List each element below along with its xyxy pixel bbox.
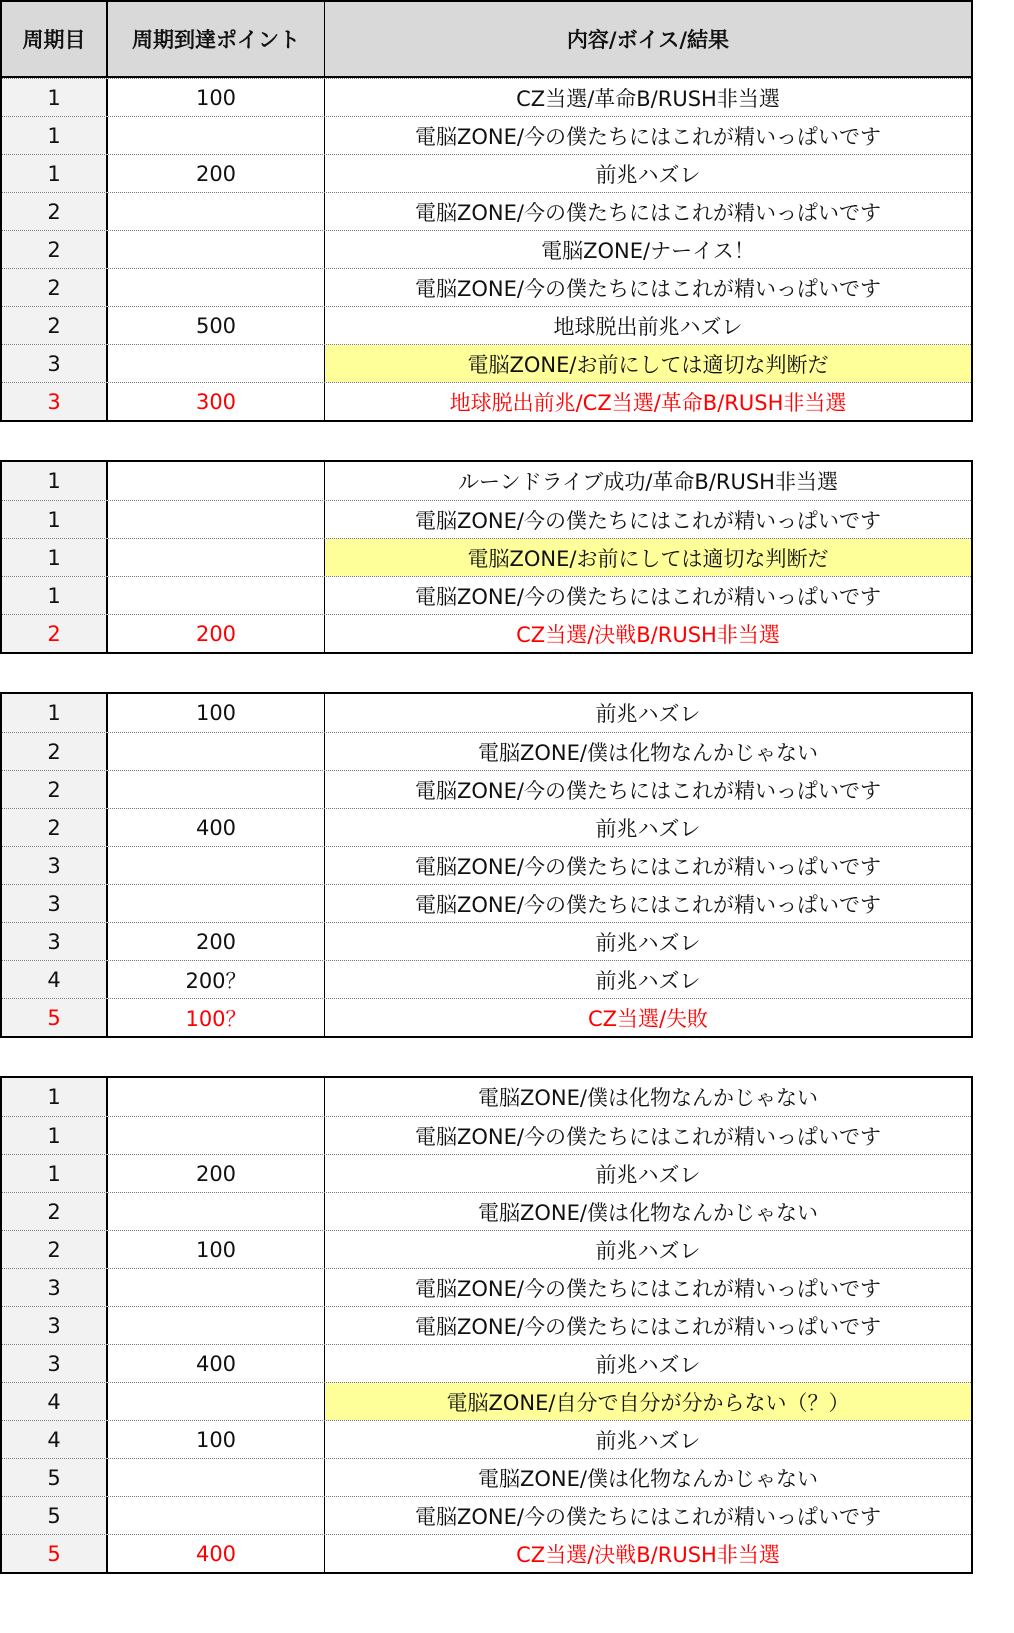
points-cell bbox=[108, 501, 325, 538]
cycle-cell: 5 bbox=[2, 999, 108, 1036]
content-cell: 前兆ハズレ bbox=[595, 702, 701, 726]
cycle-cell: 2 bbox=[2, 771, 108, 808]
history-table-2 bbox=[0, 460, 973, 654]
table-row bbox=[2, 808, 971, 846]
points-cell: 100 bbox=[108, 1231, 325, 1268]
cycle-cell: 2 bbox=[2, 307, 108, 344]
points-cell: 500 bbox=[108, 307, 325, 344]
table-row bbox=[2, 922, 971, 960]
cycle-cell: 1 bbox=[2, 1117, 108, 1154]
cycle-cell: 1 bbox=[2, 577, 108, 614]
points-cell bbox=[108, 231, 325, 268]
points-cell bbox=[108, 1497, 325, 1534]
content-cell: 電脳ZONE/僕は化物なんかじゃない bbox=[478, 1466, 818, 1491]
points-cell bbox=[108, 847, 325, 884]
points-cell bbox=[108, 1078, 325, 1116]
points-cell bbox=[108, 462, 325, 500]
points-cell: 400 bbox=[108, 1535, 325, 1572]
points-cell: 100 bbox=[108, 79, 325, 116]
cycle-cell: 1 bbox=[2, 79, 108, 116]
table-row bbox=[2, 846, 971, 884]
table-row bbox=[2, 960, 971, 998]
points-cell bbox=[108, 269, 325, 306]
content-cell: 電脳ZONE/今の僕たちにはこれが精いっぱいです bbox=[415, 276, 881, 301]
cycle-cell: 5 bbox=[2, 1459, 108, 1496]
table-row bbox=[2, 462, 971, 500]
table-row bbox=[2, 538, 971, 576]
cycle-cell: 2 bbox=[2, 809, 108, 846]
content-cell: 電脳ZONE/僕は化物なんかじゃない bbox=[478, 740, 818, 765]
table-row bbox=[2, 1306, 971, 1344]
cycle-cell: 1 bbox=[2, 117, 108, 154]
content-cell: 電脳ZONE/僕は化物なんかじゃない bbox=[478, 1086, 818, 1110]
header-points: 周期到達ポイント bbox=[108, 2, 325, 76]
content-cell: 前兆ハズレ bbox=[595, 1162, 701, 1187]
table-row bbox=[2, 192, 971, 230]
points-cell bbox=[108, 193, 325, 230]
cycle-cell: 4 bbox=[2, 1421, 108, 1458]
content-cell: 電脳ZONE/今の僕たちにはこれが精いっぱいです bbox=[415, 778, 881, 803]
points-cell: 200？ bbox=[108, 961, 325, 998]
table-row bbox=[2, 732, 971, 770]
points-cell bbox=[108, 1383, 325, 1420]
content-cell: CZ当選/決戦B/RUSH非当選 bbox=[516, 1542, 780, 1567]
content-cell: 地球脱出前兆ハズレ bbox=[553, 314, 743, 339]
points-cell bbox=[108, 771, 325, 808]
content-cell: 前兆ハズレ bbox=[595, 1352, 701, 1377]
table-row bbox=[2, 770, 971, 808]
cycle-cell: 4 bbox=[2, 961, 108, 998]
cycle-cell: 3 bbox=[2, 1269, 108, 1306]
table-spacer bbox=[0, 654, 974, 692]
table-row bbox=[2, 1192, 971, 1230]
content-cell: 電脳ZONE/ナーイス！ bbox=[541, 238, 755, 263]
content-cell: 電脳ZONE/お前にしては適切な判断だ bbox=[325, 345, 971, 382]
header-cycle: 周期目 bbox=[2, 2, 108, 76]
points-cell bbox=[108, 885, 325, 922]
table-row bbox=[2, 230, 971, 268]
content-cell: CZ当選/失敗 bbox=[587, 1006, 709, 1031]
table-row bbox=[2, 1496, 971, 1534]
cycle-cell: 3 bbox=[2, 1307, 108, 1344]
cycle-cell: 1 bbox=[2, 501, 108, 538]
history-table-1 bbox=[0, 0, 973, 422]
table-row bbox=[2, 116, 971, 154]
cycle-cell: 1 bbox=[2, 462, 108, 500]
cycle-cell: 4 bbox=[2, 1383, 108, 1420]
cycle-cell: 1 bbox=[2, 155, 108, 192]
cycle-cell: 5 bbox=[2, 1497, 108, 1534]
cycle-cell: 3 bbox=[2, 1345, 108, 1382]
table-row bbox=[2, 1116, 971, 1154]
content-cell: 電脳ZONE/自分で自分が分からない（？） bbox=[325, 1383, 971, 1420]
content-cell: 前兆ハズレ bbox=[595, 816, 701, 841]
content-cell: 前兆ハズレ bbox=[595, 968, 701, 993]
content-cell: 電脳ZONE/今の僕たちにはこれが精いっぱいです bbox=[415, 1124, 881, 1149]
table-row bbox=[2, 1420, 971, 1458]
points-cell bbox=[108, 117, 325, 154]
cycle-cell: 2 bbox=[2, 1193, 108, 1230]
cycle-cell: 3 bbox=[2, 847, 108, 884]
points-cell: 100 bbox=[108, 694, 325, 732]
points-cell: 200 bbox=[108, 923, 325, 960]
table-row bbox=[2, 382, 971, 420]
content-cell: 電脳ZONE/今の僕たちにはこれが精いっぱいです bbox=[415, 1314, 881, 1339]
content-cell: 前兆ハズレ bbox=[595, 162, 701, 187]
cycle-cell: 3 bbox=[2, 885, 108, 922]
content-cell: CZ当選/革命B/RUSH非当選 bbox=[516, 86, 780, 111]
table-row bbox=[2, 344, 971, 382]
points-cell: 100？ bbox=[108, 999, 325, 1036]
content-cell: 電脳ZONE/今の僕たちにはこれが精いっぱいです bbox=[415, 508, 881, 533]
content-cell: 電脳ZONE/僕は化物なんかじゃない bbox=[478, 1200, 818, 1225]
cycle-cell: 5 bbox=[2, 1535, 108, 1572]
table-spacer bbox=[0, 1038, 974, 1076]
history-table-4 bbox=[0, 1076, 973, 1574]
content-cell: 電脳ZONE/今の僕たちにはこれが精いっぱいです bbox=[415, 892, 881, 917]
points-cell bbox=[108, 345, 325, 382]
table-row bbox=[2, 576, 971, 614]
points-cell bbox=[108, 1193, 325, 1230]
points-cell: 300 bbox=[108, 383, 325, 420]
table-row bbox=[2, 306, 971, 344]
content-cell: 電脳ZONE/今の僕たちにはこれが精いっぱいです bbox=[415, 1504, 881, 1529]
cycle-cell: 2 bbox=[2, 193, 108, 230]
table-row bbox=[2, 1534, 971, 1572]
points-cell: 400 bbox=[108, 1345, 325, 1382]
content-cell: 電脳ZONE/今の僕たちにはこれが精いっぱいです bbox=[415, 200, 881, 225]
table-row bbox=[2, 500, 971, 538]
points-cell bbox=[108, 1459, 325, 1496]
table-row bbox=[2, 1268, 971, 1306]
cycle-cell: 3 bbox=[2, 383, 108, 420]
points-cell bbox=[108, 733, 325, 770]
table-row bbox=[2, 884, 971, 922]
cycle-cell: 1 bbox=[2, 539, 108, 576]
content-cell: CZ当選/決戦B/RUSH非当選 bbox=[516, 622, 780, 647]
points-cell: 400 bbox=[108, 809, 325, 846]
points-cell bbox=[108, 539, 325, 576]
points-cell: 200 bbox=[108, 1155, 325, 1192]
content-cell: 電脳ZONE/今の僕たちにはこれが精いっぱいです bbox=[415, 584, 881, 609]
table-row bbox=[2, 1154, 971, 1192]
content-cell: 前兆ハズレ bbox=[595, 930, 701, 955]
table-row bbox=[2, 998, 971, 1036]
points-cell: 200 bbox=[108, 155, 325, 192]
table-row bbox=[2, 78, 971, 116]
cycle-cell: 2 bbox=[2, 231, 108, 268]
header-row bbox=[2, 2, 971, 78]
content-cell: 前兆ハズレ bbox=[595, 1428, 701, 1453]
table-spacer bbox=[0, 422, 974, 460]
cycle-cell: 1 bbox=[2, 1078, 108, 1116]
cycle-cell: 3 bbox=[2, 923, 108, 960]
table-row bbox=[2, 1230, 971, 1268]
cycle-cell: 2 bbox=[2, 615, 108, 652]
cycle-cell: 2 bbox=[2, 269, 108, 306]
points-cell: 200 bbox=[108, 615, 325, 652]
table-row bbox=[2, 1344, 971, 1382]
content-cell: 電脳ZONE/お前にしては適切な判断だ bbox=[325, 539, 971, 576]
points-cell bbox=[108, 577, 325, 614]
content-cell: 電脳ZONE/今の僕たちにはこれが精いっぱいです bbox=[415, 1276, 881, 1301]
cycle-cell: 3 bbox=[2, 345, 108, 382]
content-cell: 地球脱出前兆/CZ当選/革命B/RUSH非当選 bbox=[449, 390, 847, 415]
points-cell bbox=[108, 1117, 325, 1154]
points-cell bbox=[108, 1269, 325, 1306]
content-cell: 電脳ZONE/今の僕たちにはこれが精いっぱいです bbox=[415, 124, 881, 149]
table-row bbox=[2, 1078, 971, 1116]
table-row bbox=[2, 614, 971, 652]
cycle-cell: 2 bbox=[2, 733, 108, 770]
table-row bbox=[2, 1458, 971, 1496]
table-row bbox=[2, 154, 971, 192]
content-cell: ルーンドライブ成功/革命B/RUSH非当選 bbox=[458, 470, 838, 494]
table-row bbox=[2, 268, 971, 306]
points-cell: 100 bbox=[108, 1421, 325, 1458]
table-row bbox=[2, 1382, 971, 1420]
history-table-3 bbox=[0, 692, 973, 1038]
cycle-cell: 2 bbox=[2, 1231, 108, 1268]
points-cell bbox=[108, 1307, 325, 1344]
table-row bbox=[2, 694, 971, 732]
content-cell: 前兆ハズレ bbox=[595, 1238, 701, 1263]
cycle-cell: 1 bbox=[2, 1155, 108, 1192]
content-cell: 電脳ZONE/今の僕たちにはこれが精いっぱいです bbox=[415, 854, 881, 879]
header-content: 内容/ボイス/結果 bbox=[325, 2, 971, 76]
cycle-cell: 1 bbox=[2, 694, 108, 732]
